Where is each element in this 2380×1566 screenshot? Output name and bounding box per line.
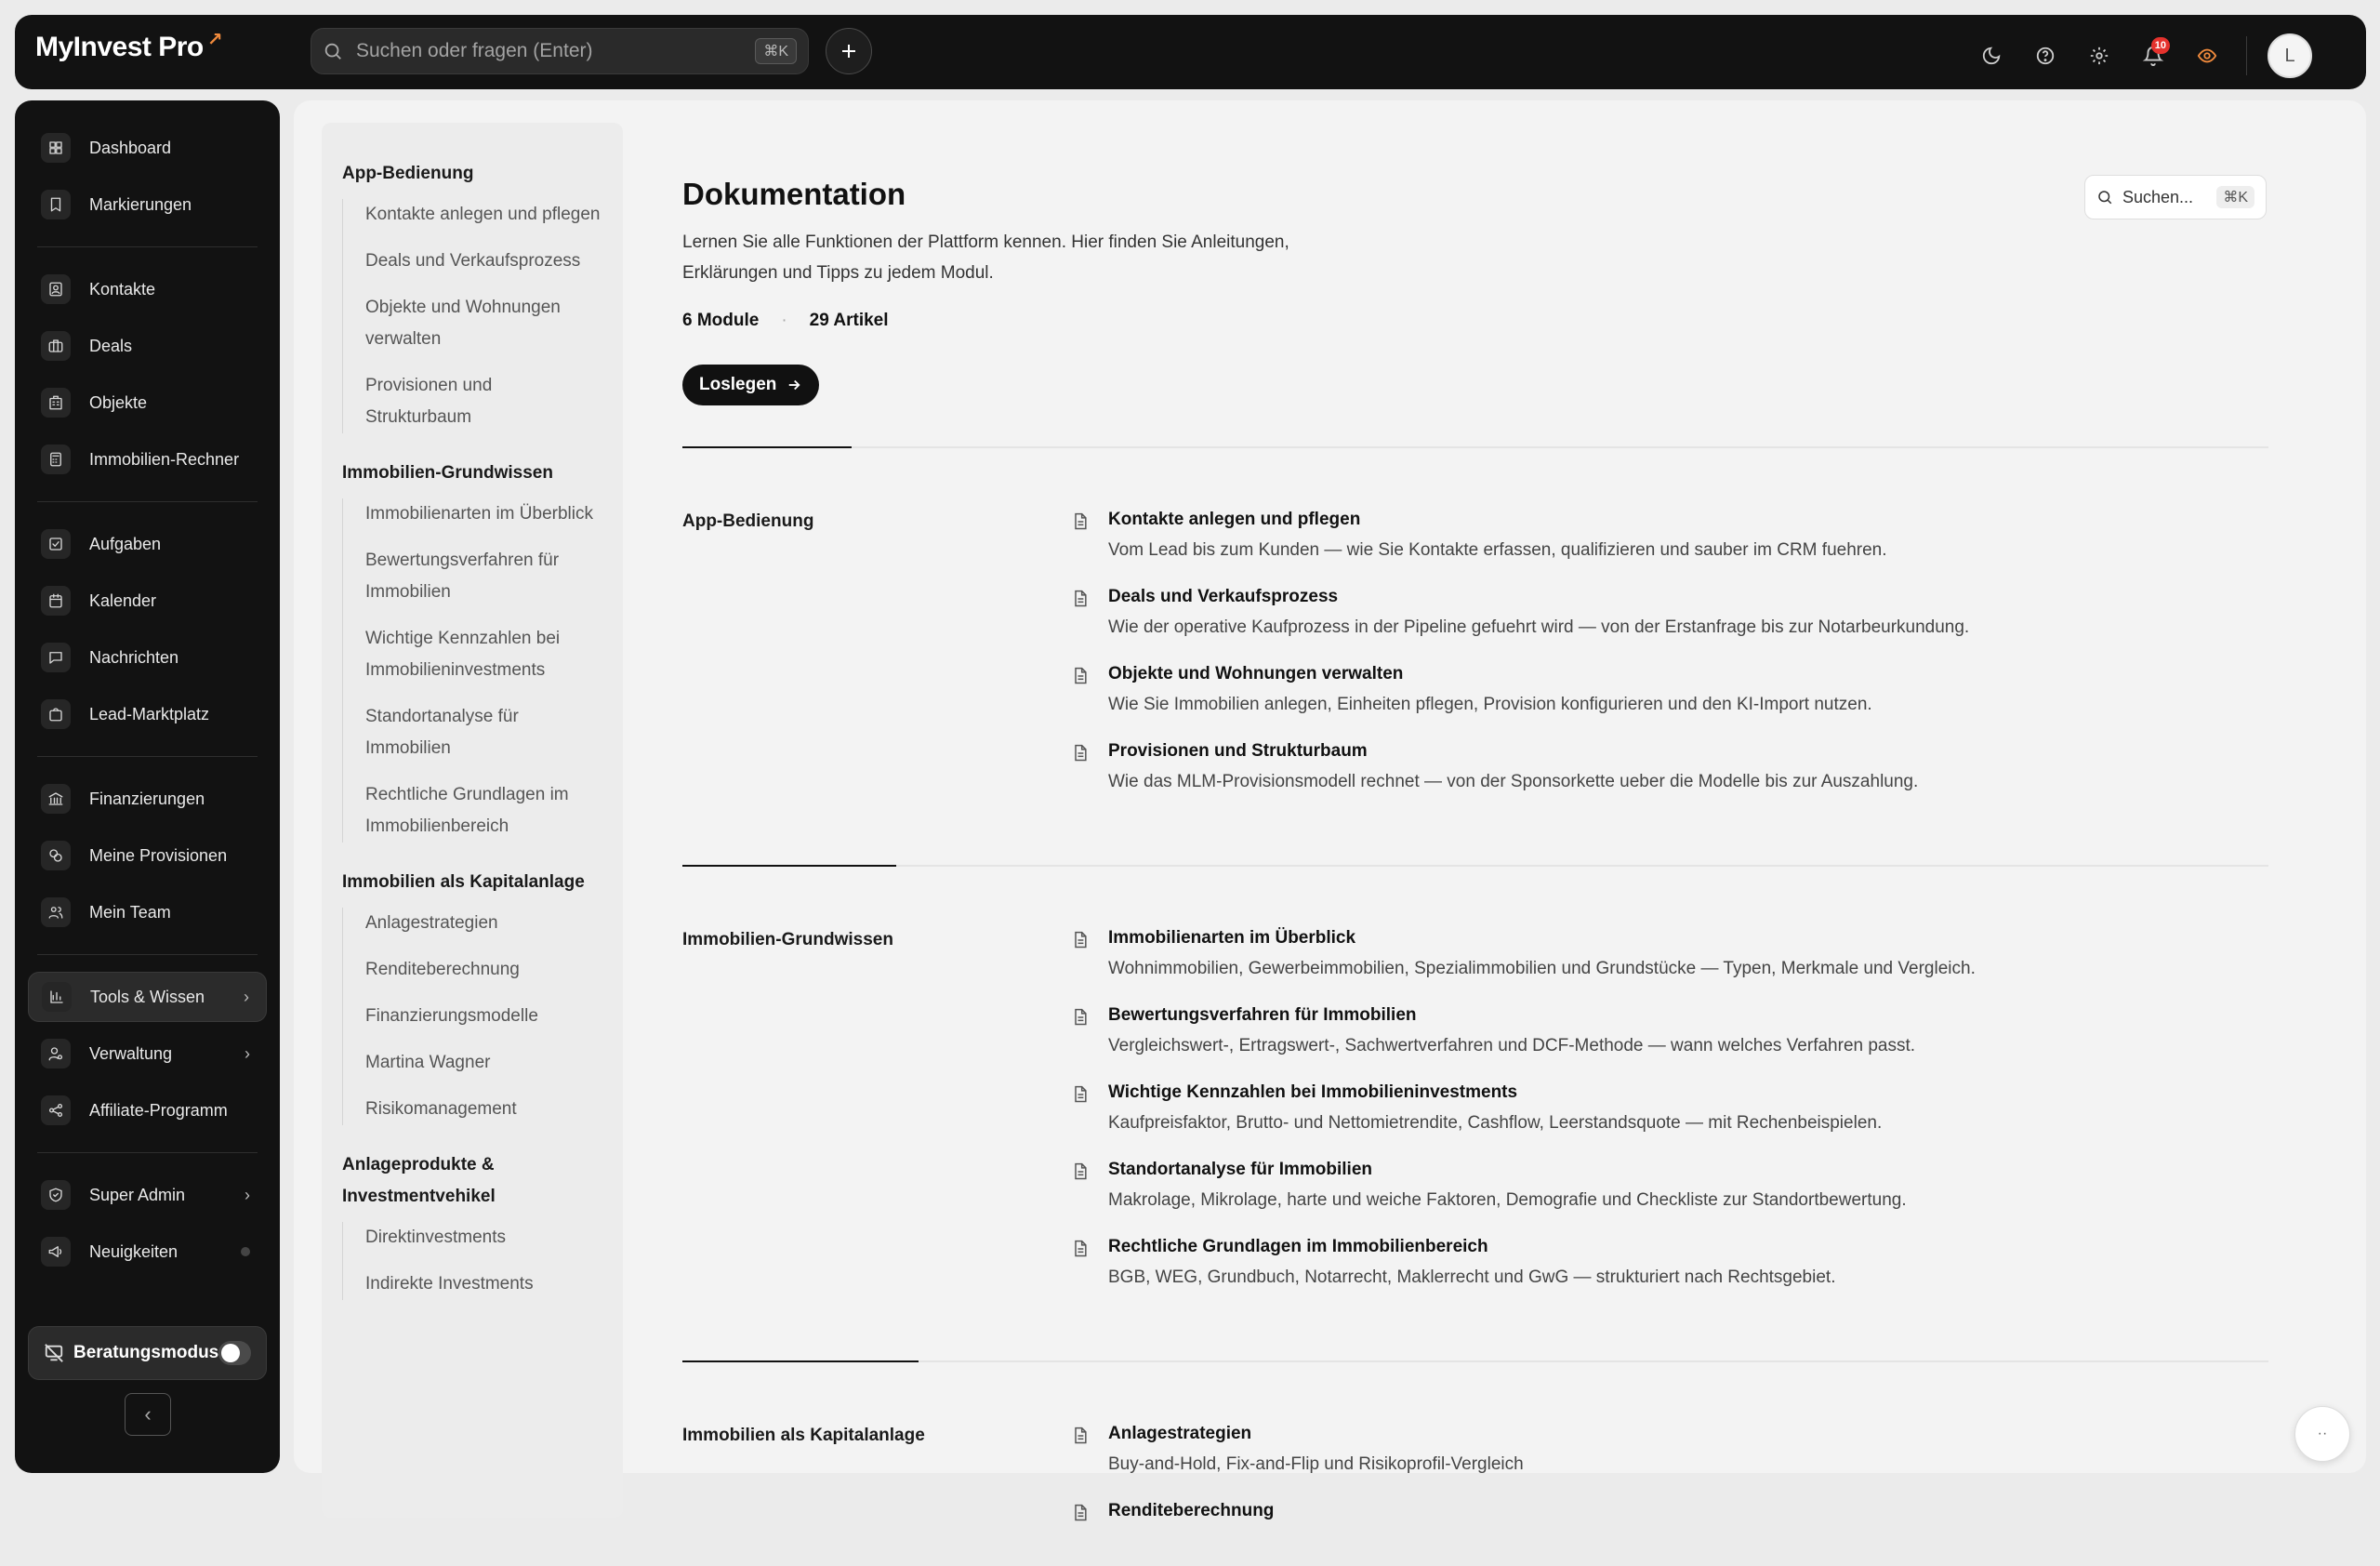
- article-item[interactable]: [1071, 587, 2187, 652]
- top-bar: [15, 15, 2366, 89]
- users-icon: [41, 897, 71, 927]
- article-description: Kaufpreisfaktor, Brutto- und Nettomietrendite, Cashflow, Leerstandsquote — mit Rechenbeispielen.: [1108, 1113, 1883, 1133]
- article-title: Renditeberechnung: [1108, 1501, 1275, 1520]
- sidebar-item-super-admin[interactable]: [28, 1170, 267, 1220]
- sidebar-item-finanzierungen[interactable]: [28, 774, 267, 824]
- sidebar-item-kontakte[interactable]: [28, 264, 267, 314]
- toc-link[interactable]: Rechtliche Grundlagen im Immobilienbereich: [365, 785, 569, 836]
- article-item[interactable]: [1071, 510, 2187, 575]
- beratungsmodus-toggle-row[interactable]: [28, 1326, 267, 1380]
- chevron-right-icon: ›: [245, 1185, 250, 1204]
- briefcase-icon: [41, 331, 71, 361]
- sidebar-item-label: Nachrichten: [89, 647, 179, 667]
- article-title: Deals und Verkaufsprozess: [1108, 587, 1339, 606]
- arrow-right-icon: [786, 377, 802, 393]
- sidebar-item-label: Kontakte: [89, 279, 156, 299]
- sidebar-item-label: Lead-Marktplatz: [89, 704, 210, 723]
- document-icon: [1071, 743, 1090, 763]
- megaphone-icon: [41, 1237, 71, 1267]
- article-item[interactable]: [1071, 1082, 2187, 1148]
- page-description: Lernen Sie alle Funktionen der Plattform kennen. Hier finden Sie Anleitungen, Erklärungen und Tipps zu jedem Modul.: [682, 232, 1289, 283]
- document-icon: [1071, 1426, 1090, 1446]
- search-icon: [323, 41, 343, 61]
- article-description: Vom Lead bis zum Kunden — wie Sie Kontakte erfassen, qualifizieren und sauber im CRM fuehren.: [1108, 540, 1887, 560]
- sidebar-item-markierungen[interactable]: [28, 179, 267, 230]
- article-title: Immobilienarten im Überblick: [1108, 928, 1356, 948]
- toc-section-title[interactable]: App-Bedienung: [342, 164, 474, 183]
- coins-icon: [41, 841, 71, 870]
- article-item[interactable]: [1071, 928, 2187, 993]
- share-icon: [41, 1095, 71, 1125]
- article-item[interactable]: [1071, 1237, 2187, 1302]
- article-item[interactable]: [1071, 1424, 2187, 1489]
- doc-stats: [682, 311, 889, 331]
- sidebar-item-label: Affiliate-Programm: [89, 1100, 228, 1120]
- article-description: Wie das MLM-Provisionsmodell rechnet — von der Sponsorkette ueber die Modelle bis zur Auszahlung.: [1108, 772, 1919, 791]
- sidebar-item-label: Meine Provisionen: [89, 845, 228, 865]
- sidebar-item-label: Finanzierungen: [89, 789, 205, 808]
- notifications-badge: 10: [2151, 37, 2170, 54]
- module-divider: [682, 865, 2268, 867]
- theme-toggle-button[interactable]: [1973, 37, 2010, 74]
- sidebar-item-label: Mein Team: [89, 902, 171, 922]
- doc-search-placeholder: Suchen...: [2122, 187, 2194, 206]
- article-title: Standortanalyse für Immobilien: [1108, 1160, 1372, 1179]
- chevron-right-icon: ›: [244, 987, 249, 1006]
- help-button[interactable]: [2027, 37, 2064, 74]
- sidebar-item-lead-marktplatz[interactable]: [28, 689, 267, 739]
- sidebar-item-mein-team[interactable]: [28, 887, 267, 937]
- get-started-label: Loslegen: [699, 375, 777, 394]
- toc-link[interactable]: Bewertungsverfahren für Immobilien: [365, 551, 560, 602]
- sidebar-item-label: Tools & Wissen: [90, 987, 205, 1006]
- doc-search-shortcut: ⌘K: [2216, 186, 2254, 208]
- app-logo[interactable]: [35, 32, 222, 63]
- module-divider-accent: [682, 865, 896, 867]
- search-shortcut: ⌘K: [755, 38, 797, 64]
- bank-icon: [41, 784, 71, 814]
- app-name: MyInvest Pro: [35, 32, 204, 62]
- article-item[interactable]: [1071, 741, 2187, 806]
- sidebar-item-label: Deals: [89, 336, 133, 355]
- sidebar-divider: [37, 1152, 258, 1153]
- document-icon: [1071, 1239, 1090, 1259]
- eye-icon: [2197, 46, 2217, 66]
- document-icon: [1071, 1161, 1090, 1182]
- document-icon: [1071, 1007, 1090, 1028]
- sidebar-item-nachrichten[interactable]: [28, 632, 267, 683]
- document-icon: [1071, 1084, 1090, 1105]
- visibility-button[interactable]: [2188, 37, 2226, 74]
- toc-link[interactable]: Wichtige Kennzahlen bei Immobilieninvestments: [365, 629, 561, 680]
- module-count: 6 Module: [682, 311, 760, 330]
- article-count: 29 Artikel: [809, 311, 889, 330]
- module-divider-accent: [682, 446, 852, 448]
- article-title: Objekte und Wohnungen verwalten: [1108, 664, 1404, 683]
- sidebar-item-label: Aufgaben: [89, 534, 162, 553]
- sidebar-item-label: Objekte: [89, 392, 148, 412]
- calculator-icon: [41, 445, 71, 474]
- toc-link[interactable]: Provisionen und Strukturbaum: [365, 376, 493, 427]
- module-title: Immobilien als Kapitalanlage: [682, 1426, 925, 1445]
- article-title: Bewertungsverfahren für Immobilien: [1108, 1005, 1417, 1025]
- article-item[interactable]: [1071, 1501, 2187, 1566]
- module-divider: [682, 1360, 2268, 1362]
- article-description: Wie der operative Kaufprozess in der Pipeline gefuehrt wird — von der Erstanfrage bis zur Notarbeurkundung.: [1108, 617, 1970, 637]
- article-title: Anlagestrategien: [1108, 1424, 1252, 1443]
- sidebar: [15, 100, 280, 1473]
- logo-arrow-icon: ↗: [206, 30, 222, 50]
- module-title: Immobilien-Grundwissen: [682, 930, 893, 949]
- toc-link[interactable]: Kontakte anlegen und pflegen: [365, 205, 601, 224]
- toc-link-list: [342, 908, 602, 1125]
- separator-dot: ·: [781, 311, 787, 330]
- sidebar-item-objekte[interactable]: [28, 378, 267, 428]
- sidebar-item-dashboard[interactable]: [28, 123, 267, 173]
- beratungsmodus-switch[interactable]: [218, 1341, 251, 1365]
- avatar[interactable]: L: [2268, 33, 2312, 78]
- toc-link-list: [342, 199, 602, 433]
- sidebar-item-immobilien-rechner[interactable]: [28, 434, 267, 484]
- article-item[interactable]: [1071, 664, 2187, 729]
- module-title: App-Bedienung: [682, 511, 814, 531]
- toc-link[interactable]: Objekte und Wohnungen verwalten: [365, 298, 561, 349]
- article-description: Buy-and-Hold, Fix-and-Flip und Risikoprofil-Vergleich: [1108, 1454, 1524, 1474]
- chevron-left-icon: ‹: [144, 1402, 152, 1426]
- shopping-bag-icon: [41, 699, 71, 729]
- module-divider-accent: [682, 1360, 919, 1362]
- monitor-off-icon: [44, 1343, 64, 1363]
- plus-icon: [838, 40, 860, 62]
- toc-link[interactable]: Martina Wagner: [365, 1053, 491, 1072]
- toc-link[interactable]: Standortanalyse für Immobilien: [365, 707, 519, 758]
- get-started-button[interactable]: [682, 365, 819, 405]
- sidebar-item-affiliate-programm[interactable]: [28, 1085, 267, 1135]
- sidebar-divider: [37, 954, 258, 955]
- sidebar-item-meine-provisionen[interactable]: [28, 830, 267, 881]
- calendar-icon: [41, 586, 71, 616]
- settings-button[interactable]: [2081, 37, 2118, 74]
- article-description: Makrolage, Mikrolage, harte und weiche Faktoren, Demografie und Checkliste zur Standortbewertung.: [1108, 1190, 1907, 1210]
- article-title: Kontakte anlegen und pflegen: [1108, 510, 1361, 529]
- bookmark-icon: [41, 190, 71, 219]
- toc-link[interactable]: Immobilienarten im Überblick: [365, 504, 593, 524]
- sidebar-divider: [37, 501, 258, 502]
- toc-link-list: [342, 1222, 602, 1300]
- search-icon: [2096, 189, 2113, 206]
- module-divider: [682, 446, 2268, 448]
- shield-icon: [41, 1180, 71, 1210]
- sidebar-divider: [37, 756, 258, 757]
- document-icon: [1071, 1503, 1090, 1523]
- article-item[interactable]: [1071, 1005, 2187, 1070]
- sidebar-item-label: Markierungen: [89, 194, 192, 214]
- article-description: Vergleichswert-, Ertragswert-, Sachwertverfahren und DCF-Methode — wann welches Verfahren passt.: [1108, 1036, 1916, 1055]
- sidebar-item-aufgaben[interactable]: [28, 519, 267, 569]
- sidebar-item-label: Neuigkeiten: [89, 1241, 178, 1261]
- article-description: Wie Sie Immobilien anlegen, Einheiten pflegen, Provision konfigurieren und den KI-Import nutzen.: [1108, 695, 1872, 714]
- sidebar-item-tools-wissen[interactable]: [28, 972, 267, 1022]
- toc-link-list: [342, 498, 602, 843]
- sidebar-item-label: Super Admin: [89, 1185, 186, 1204]
- bar-chart-icon: [42, 982, 72, 1012]
- document-icon: [1071, 589, 1090, 609]
- notifications-button[interactable]: [2135, 37, 2172, 74]
- toc-link[interactable]: Direktinvestments: [365, 1228, 506, 1247]
- toc-link[interactable]: Deals und Verkaufsprozess: [365, 251, 581, 271]
- article-title: Provisionen und Strukturbaum: [1108, 741, 1368, 761]
- article-description: Wohnimmobilien, Gewerbeimmobilien, Spezialimmobilien und Grundstücke — Typen, Merkmale und Vergleich.: [1108, 959, 1976, 978]
- article-title: Wichtige Kennzahlen bei Immobilieninvestments: [1108, 1082, 1518, 1102]
- user-cog-icon: [41, 1039, 71, 1068]
- toc-section-title[interactable]: Immobilien-Grundwissen: [342, 463, 553, 483]
- checkbox-icon: [41, 529, 71, 559]
- document-icon: [1071, 511, 1090, 532]
- toc-section-title[interactable]: Anlageprodukte & Investmentvehikel: [342, 1155, 496, 1206]
- toolbar-divider: [2246, 36, 2247, 75]
- beratungsmodus-label: Beratungsmodus: [73, 1343, 219, 1362]
- global-search[interactable]: [311, 28, 809, 74]
- sidebar-item-kalender[interactable]: [28, 576, 267, 626]
- sidebar-item-deals[interactable]: [28, 321, 267, 371]
- moon-icon: [1981, 46, 2002, 66]
- article-item[interactable]: [1071, 1160, 2187, 1225]
- toc-link[interactable]: Anlagestrategien: [365, 913, 498, 933]
- toc-link[interactable]: Renditeberechnung: [365, 960, 520, 979]
- document-icon: [1071, 930, 1090, 950]
- table-of-contents: [322, 123, 623, 1518]
- article-description: BGB, WEG, Grundbuch, Notarrecht, Maklerrecht und GwG — strukturiert nach Rechtsgebiet.: [1108, 1267, 1836, 1287]
- sidebar-item-label: Immobilien-Rechner: [89, 449, 240, 469]
- sidebar-item-label: Dashboard: [89, 138, 172, 157]
- sidebar-item-verwaltung[interactable]: [28, 1029, 267, 1079]
- chat-button[interactable]: [2294, 1406, 2350, 1462]
- doc-search[interactable]: [2084, 175, 2267, 219]
- create-button[interactable]: [826, 28, 872, 74]
- toc-link[interactable]: Risikomanagement: [365, 1099, 517, 1119]
- main-content: [294, 100, 2366, 1520]
- toc-link[interactable]: Indirekte Investments: [365, 1274, 534, 1294]
- chevron-right-icon: ›: [245, 1043, 250, 1063]
- status-dot: [241, 1247, 250, 1256]
- document-icon: [1071, 666, 1090, 686]
- collapse-sidebar-button[interactable]: [125, 1393, 171, 1436]
- message-icon: [41, 643, 71, 672]
- building-icon: [41, 388, 71, 418]
- contact-icon: [41, 274, 71, 304]
- gear-icon: [2089, 46, 2109, 66]
- sidebar-item-label: Kalender: [89, 591, 157, 610]
- grid-icon: [41, 133, 71, 163]
- sidebar-divider: [37, 246, 258, 247]
- help-icon: [2035, 46, 2056, 66]
- article-title: Rechtliche Grundlagen im Immobilienbereich: [1108, 1237, 1488, 1256]
- toc-link[interactable]: Finanzierungsmodelle: [365, 1006, 538, 1026]
- global-search-placeholder: Suchen oder fragen (Enter): [356, 40, 593, 61]
- sidebar-item-neuigkeiten[interactable]: [28, 1227, 267, 1277]
- toc-section-title[interactable]: Immobilien als Kapitalanlage: [342, 872, 585, 892]
- chat-dots-icon: ··: [2317, 1426, 2328, 1441]
- sidebar-item-label: Verwaltung: [89, 1043, 173, 1063]
- page-title: Dokumentation: [682, 177, 906, 211]
